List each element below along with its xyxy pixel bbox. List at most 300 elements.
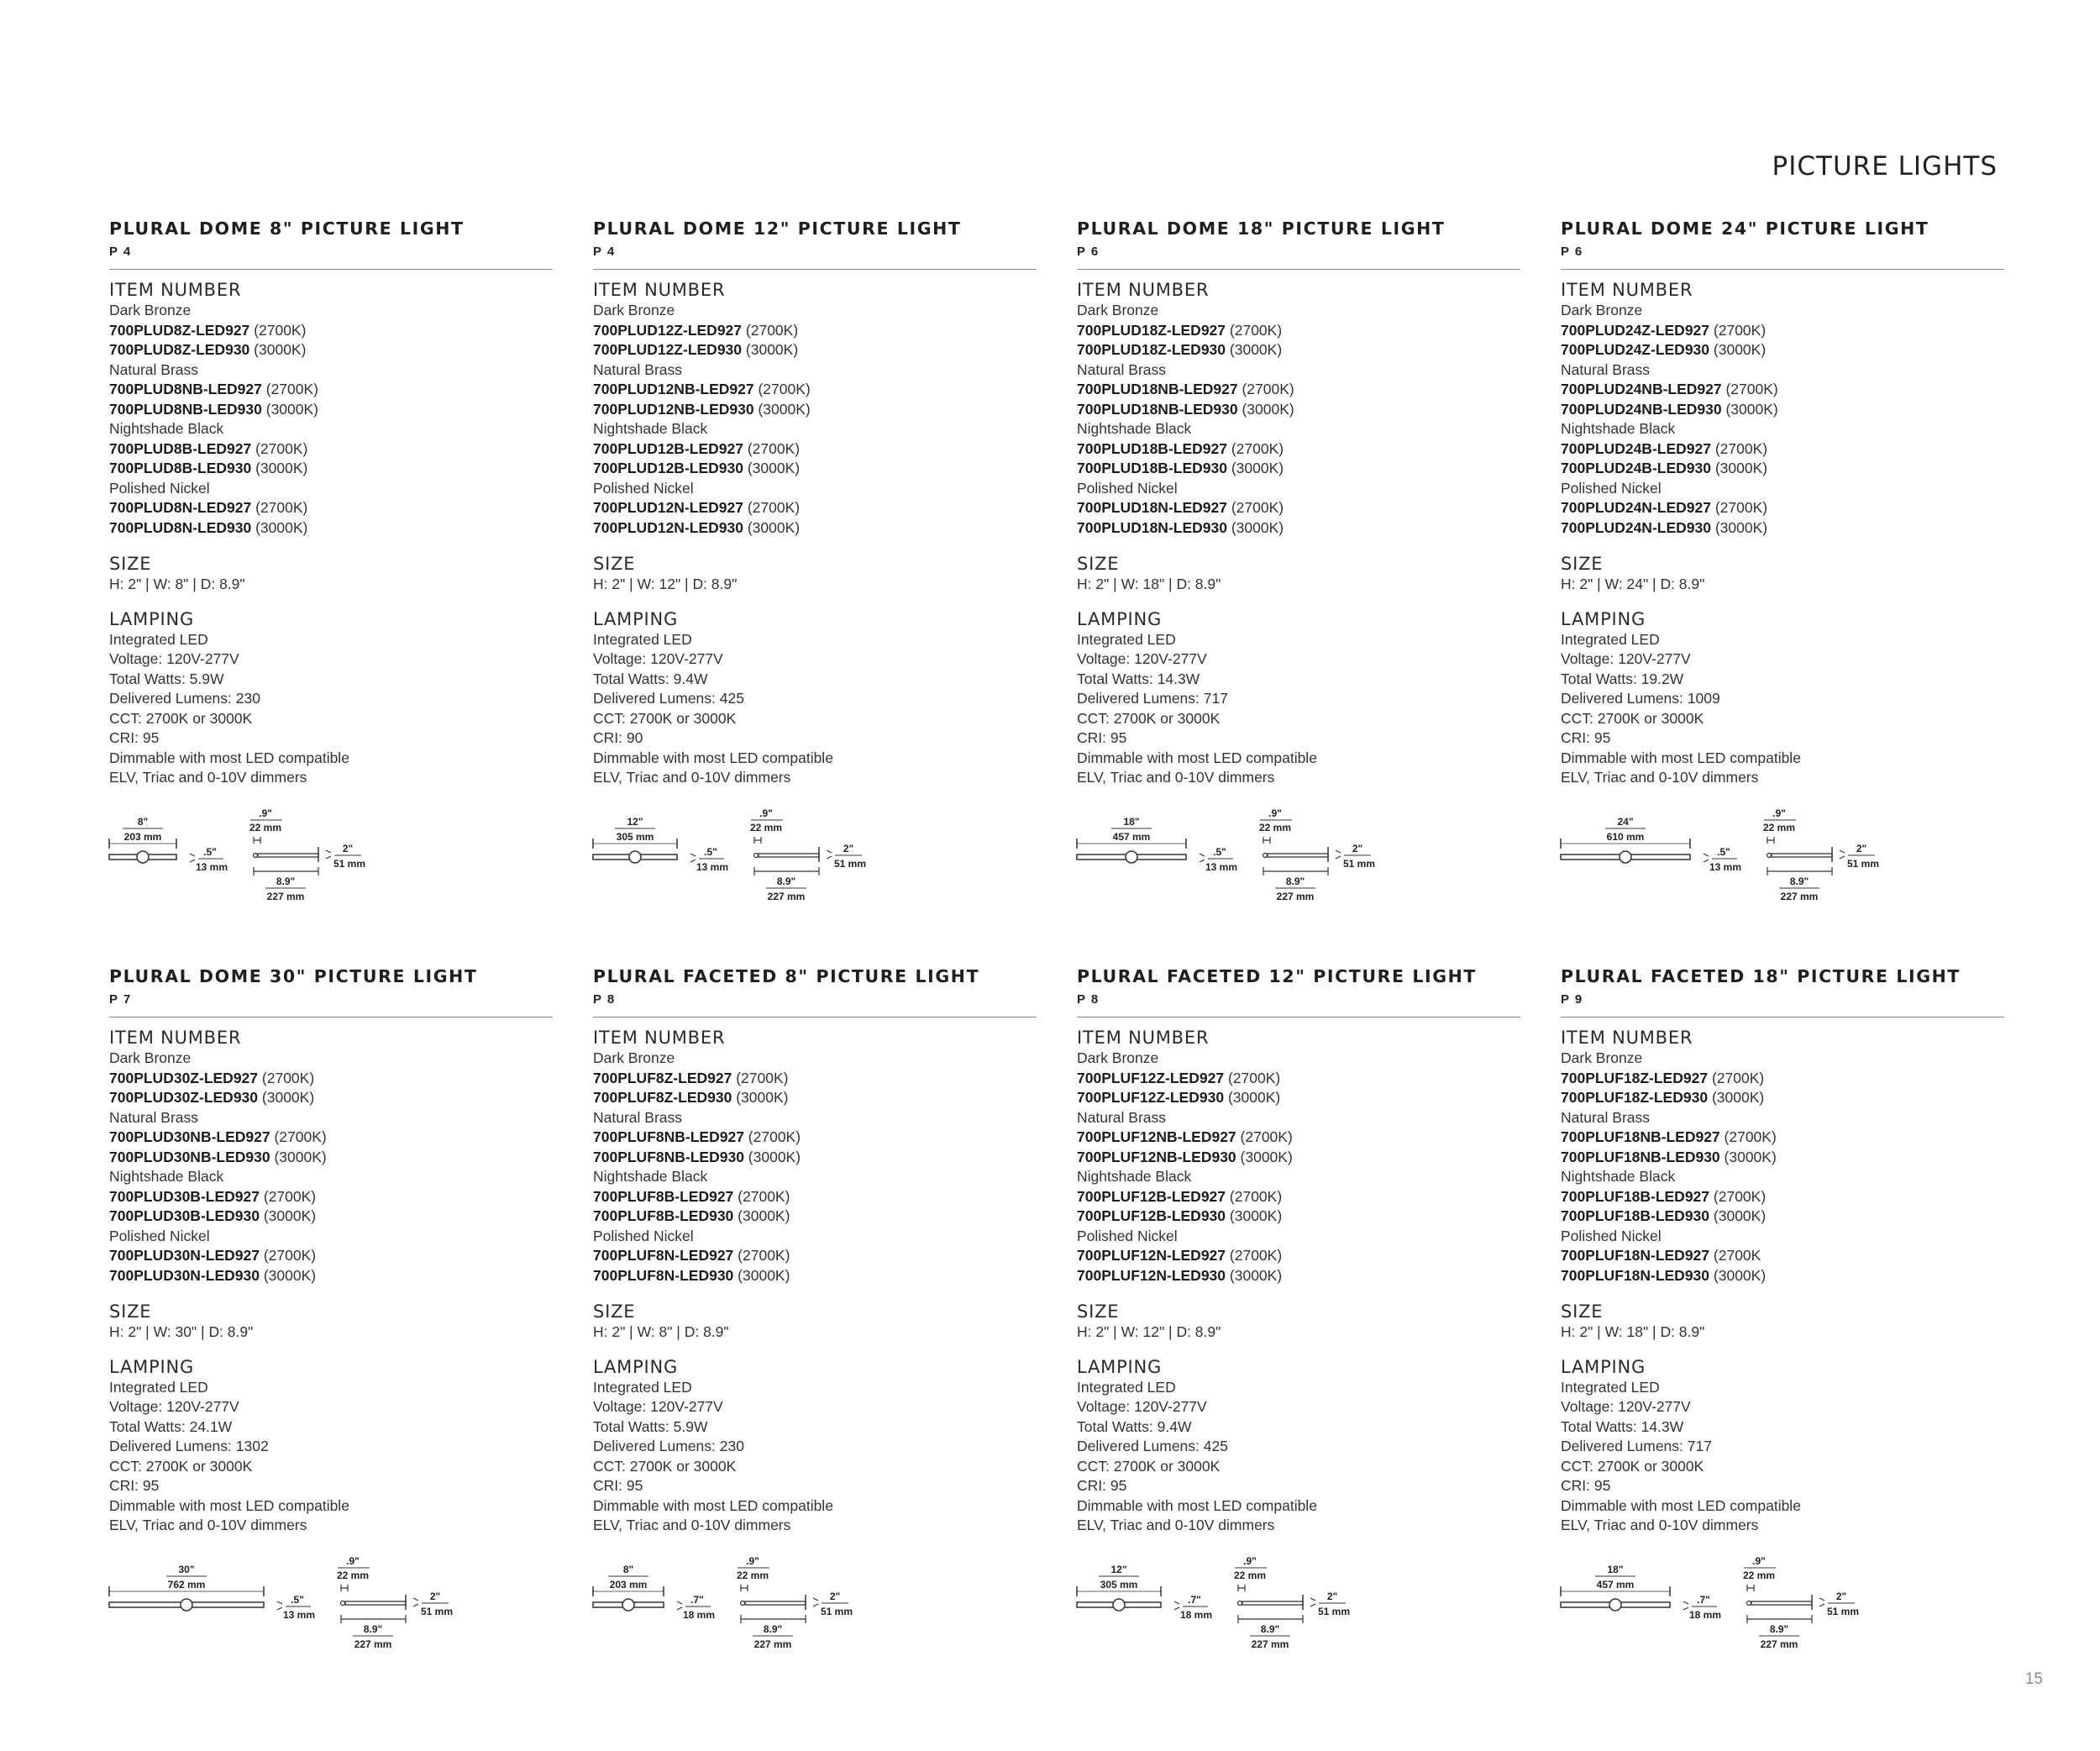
width-inches: 30" bbox=[178, 1564, 195, 1575]
item-cct: (3000K) bbox=[758, 400, 811, 418]
lamping-label: LAMPING bbox=[109, 1356, 195, 1377]
item-cct: (3000K) bbox=[255, 518, 308, 536]
item-cct: (2700K) bbox=[758, 381, 811, 397]
depth-bracket bbox=[754, 867, 819, 876]
item-sku: 700PLUD12B-LED930 bbox=[593, 460, 743, 476]
divider bbox=[109, 269, 553, 270]
thickness-arrows bbox=[1200, 854, 1205, 862]
item-sku: 700PLUD18N-LED930 bbox=[1077, 518, 1227, 536]
item-cct: (3000K) bbox=[254, 341, 307, 358]
item-cct: (2700K) bbox=[1231, 439, 1284, 457]
lamping-spec: Total Watts: 19.2W bbox=[1561, 670, 1684, 687]
lamping-spec: Delivered Lumens: 717 bbox=[1561, 1438, 1712, 1454]
finish-name: Nightshade Black bbox=[109, 1168, 224, 1185]
item-row bbox=[109, 1069, 553, 1089]
depth-mm: 227 mm bbox=[1276, 891, 1315, 902]
item-sku: 700PLUF18N-LED930 bbox=[1561, 1266, 1710, 1284]
item-cct: (3000K) bbox=[1231, 460, 1284, 476]
thickness-mm: 18 mm bbox=[1179, 1609, 1213, 1621]
lamping-spec: Voltage: 120V-277V bbox=[1077, 1398, 1207, 1415]
item-sku: 700PLUD8B-LED927 bbox=[109, 439, 252, 457]
item-row bbox=[1561, 1207, 2004, 1227]
lamping-spec: Voltage: 120V-277V bbox=[593, 650, 723, 667]
thickness-inches: .5" bbox=[1213, 846, 1226, 858]
item-number-label: ITEM NUMBER bbox=[1561, 1028, 1693, 1048]
item-number-label: ITEM NUMBER bbox=[1561, 280, 1693, 300]
lamping-spec: Integrated LED bbox=[1561, 630, 1660, 648]
arm-bracket bbox=[741, 1585, 748, 1591]
height-inches: 2" bbox=[1352, 843, 1363, 854]
thickness-arrows bbox=[190, 854, 195, 862]
product-title: PLURAL DOME 24" PICTURE LIGHT bbox=[1561, 218, 1929, 239]
lamping-spec: CCT: 2700K or 3000K bbox=[593, 709, 737, 727]
finish-name: Nightshade Black bbox=[593, 420, 708, 437]
item-cct: (2700K) bbox=[263, 1187, 317, 1205]
finish-name: Polished Nickel bbox=[109, 479, 210, 497]
item-cct: (2700K) bbox=[738, 1247, 790, 1264]
item-row bbox=[1561, 1266, 2004, 1286]
item-cct: (3000K) bbox=[738, 1207, 790, 1224]
item-row bbox=[109, 321, 553, 341]
item-sku: 700PLUF8N-LED930 bbox=[593, 1266, 734, 1284]
arm-bracket bbox=[1747, 1585, 1754, 1591]
item-row bbox=[1561, 518, 2004, 539]
height-inches: 2" bbox=[1326, 1591, 1338, 1602]
item-row bbox=[1077, 1069, 1520, 1089]
lamping-spec: Dimmable with most LED compatible bbox=[1077, 749, 1317, 766]
item-cct: (2700K) bbox=[747, 499, 801, 516]
height-mm: 51 mm bbox=[1826, 1606, 1860, 1617]
item-cct: (2700K) bbox=[1711, 1069, 1765, 1086]
depth-bracket bbox=[1747, 1615, 1812, 1623]
finish-name: Dark Bronze bbox=[593, 302, 675, 318]
product-card bbox=[1077, 217, 1520, 902]
finish-name: Dark Bronze bbox=[593, 1049, 675, 1066]
lamping-spec: Integrated LED bbox=[593, 630, 692, 648]
finish-name: Natural Brass bbox=[109, 1108, 199, 1126]
item-cct: (3000K) bbox=[1229, 341, 1283, 358]
item-cct: (2700K) bbox=[1714, 439, 1768, 457]
dimension-diagram bbox=[109, 1556, 546, 1653]
dimension-diagram bbox=[1077, 808, 1514, 905]
height-inches: 2" bbox=[429, 1591, 441, 1602]
dimension-svg bbox=[1561, 808, 1998, 901]
thickness-arrows bbox=[1174, 1601, 1179, 1610]
depth-mm: 227 mm bbox=[753, 1638, 792, 1650]
item-sku: 700PLUF12N-LED927 bbox=[1077, 1247, 1226, 1264]
item-sku: 700PLUD12N-LED930 bbox=[593, 518, 743, 536]
finish-name: Polished Nickel bbox=[1077, 479, 1178, 497]
arm-bracket bbox=[1238, 1585, 1245, 1591]
size-label: SIZE bbox=[593, 1301, 636, 1322]
item-sku: 700PLUD24Z-LED927 bbox=[1561, 321, 1710, 339]
item-row bbox=[593, 1187, 1037, 1207]
item-sku: 700PLUD30Z-LED930 bbox=[109, 1089, 259, 1106]
lamping-spec: ELV, Triac and 0-10V dimmers bbox=[1561, 1517, 1759, 1533]
item-sku: 700PLUF18NB-LED930 bbox=[1561, 1148, 1720, 1165]
item-sku: 700PLUF12B-LED930 bbox=[1077, 1207, 1226, 1224]
item-sku: 700PLUF12NB-LED927 bbox=[1077, 1128, 1236, 1145]
side-arm bbox=[745, 1601, 806, 1605]
height-arrows bbox=[1819, 1598, 1824, 1606]
depth-bracket bbox=[1767, 867, 1832, 876]
item-row bbox=[109, 400, 553, 420]
size-value: H: 2" | W: 18" | D: 8.9" bbox=[1561, 1323, 1705, 1340]
size-value: H: 2" | W: 8" | D: 8.9" bbox=[109, 576, 245, 592]
dimension-svg bbox=[1077, 1556, 1514, 1648]
product-title: PLURAL DOME 8" PICTURE LIGHT bbox=[109, 218, 465, 239]
item-row bbox=[109, 1148, 553, 1168]
height-inches: 2" bbox=[829, 1591, 841, 1602]
item-number-label: ITEM NUMBER bbox=[1077, 1028, 1210, 1048]
item-cct: (2700K) bbox=[738, 1187, 790, 1205]
page-reference: P 4 bbox=[593, 245, 616, 259]
item-cct: (2700K) bbox=[1240, 1128, 1293, 1145]
height-arrows bbox=[1310, 1598, 1315, 1606]
lamping-spec: ELV, Triac and 0-10V dimmers bbox=[593, 1517, 791, 1533]
thickness-mm: 13 mm bbox=[282, 1609, 316, 1621]
lamping-spec: Voltage: 120V-277V bbox=[1077, 650, 1207, 667]
height-inches: 2" bbox=[1835, 1591, 1847, 1602]
lamping-spec: Voltage: 120V-277V bbox=[109, 1398, 239, 1415]
item-sku: 700PLUD12Z-LED927 bbox=[593, 321, 743, 339]
arm-inches: .9" bbox=[1268, 807, 1282, 819]
lamping-spec: CCT: 2700K or 3000K bbox=[109, 1457, 253, 1475]
item-cct: (3000K) bbox=[1713, 341, 1767, 358]
depth-mm: 227 mm bbox=[266, 891, 305, 902]
depth-mm: 227 mm bbox=[767, 891, 806, 902]
height-inches: 2" bbox=[843, 843, 854, 854]
product-card bbox=[1561, 965, 2004, 1650]
arm-inches: .9" bbox=[346, 1555, 360, 1567]
side-arm bbox=[1772, 854, 1832, 857]
page-reference: P 7 bbox=[109, 992, 132, 1007]
height-inches: 2" bbox=[342, 843, 354, 854]
height-arrows bbox=[413, 1598, 418, 1606]
size-label: SIZE bbox=[1561, 1301, 1604, 1322]
item-sku: 700PLUF18Z-LED927 bbox=[1561, 1069, 1709, 1086]
item-cct: (3000K) bbox=[265, 400, 319, 418]
product-card bbox=[593, 217, 1037, 902]
item-cct: (2700K) bbox=[1724, 1128, 1777, 1145]
dimension-diagram bbox=[109, 808, 546, 905]
item-cct: (3000K) bbox=[1714, 460, 1768, 476]
size-value: H: 2" | W: 18" | D: 8.9" bbox=[1077, 576, 1221, 592]
item-row bbox=[1561, 1088, 2004, 1108]
size-value: H: 2" | W: 8" | D: 8.9" bbox=[593, 1323, 729, 1340]
item-row bbox=[1077, 340, 1520, 360]
finish-name: Nightshade Black bbox=[593, 1168, 708, 1185]
product-card bbox=[109, 217, 553, 902]
item-cct: (3000K) bbox=[1229, 1266, 1283, 1284]
size-value: H: 2" | W: 12" | D: 8.9" bbox=[1077, 1323, 1221, 1340]
item-cct: (2700K) bbox=[1227, 1069, 1281, 1086]
depth-mm: 227 mm bbox=[1780, 891, 1819, 902]
product-card bbox=[1077, 965, 1520, 1650]
arm-inches: .9" bbox=[1752, 1555, 1766, 1567]
lamping-spec: CCT: 2700K or 3000K bbox=[1077, 709, 1221, 727]
item-sku: 700PLUD8NB-LED927 bbox=[109, 381, 262, 397]
product-title: PLURAL DOME 30" PICTURE LIGHT bbox=[109, 966, 478, 986]
size-label: SIZE bbox=[109, 1301, 152, 1322]
thickness-mm: 18 mm bbox=[682, 1609, 716, 1621]
item-row bbox=[593, 498, 1037, 518]
product-title: PLURAL DOME 12" PICTURE LIGHT bbox=[593, 218, 962, 239]
item-row bbox=[593, 1148, 1037, 1168]
fixture-mount bbox=[181, 1599, 192, 1611]
item-number-label: ITEM NUMBER bbox=[593, 280, 726, 300]
item-sku: 700PLUD8Z-LED930 bbox=[109, 341, 250, 358]
lamping-label: LAMPING bbox=[593, 1356, 679, 1377]
arm-mm: 22 mm bbox=[1762, 822, 1796, 833]
width-mm: 762 mm bbox=[167, 1579, 206, 1591]
item-sku: 700PLUD30B-LED930 bbox=[109, 1207, 260, 1224]
item-row bbox=[1077, 380, 1520, 400]
side-arm bbox=[345, 1601, 406, 1605]
thickness-inches: .5" bbox=[1717, 846, 1730, 858]
fixture-mount bbox=[622, 1599, 634, 1611]
height-arrows bbox=[1840, 850, 1845, 859]
item-row bbox=[593, 400, 1037, 420]
item-row bbox=[593, 1128, 1037, 1148]
item-row bbox=[1561, 1246, 2004, 1266]
lamping-spec: CRI: 90 bbox=[593, 729, 643, 746]
item-row bbox=[109, 439, 553, 460]
thickness-arrows bbox=[1683, 1601, 1688, 1610]
finish-name: Polished Nickel bbox=[109, 1227, 210, 1244]
side-arm bbox=[1268, 854, 1328, 857]
lamping-spec: Total Watts: 24.1W bbox=[109, 1417, 233, 1435]
lamping-spec: Integrated LED bbox=[109, 630, 208, 648]
side-arm bbox=[1751, 1601, 1812, 1605]
finish-name: Polished Nickel bbox=[593, 479, 694, 497]
item-cct: (3000K) bbox=[274, 1148, 327, 1165]
depth-bracket bbox=[1238, 1615, 1303, 1623]
dimension-svg bbox=[1077, 808, 1514, 901]
item-cct: (3000K) bbox=[1240, 1148, 1293, 1165]
arm-inches: .9" bbox=[259, 807, 272, 819]
lamping-spec: CRI: 95 bbox=[109, 1477, 160, 1494]
fixture-mount bbox=[1113, 1599, 1125, 1611]
thickness-arrows bbox=[277, 1601, 282, 1610]
height-arrows bbox=[813, 1598, 818, 1606]
height-mm: 51 mm bbox=[1317, 1606, 1351, 1617]
height-mm: 51 mm bbox=[833, 858, 867, 870]
item-cct: (2700K) bbox=[736, 1069, 789, 1086]
lamping-spec: Delivered Lumens: 425 bbox=[593, 690, 744, 707]
page-reference: P 6 bbox=[1077, 245, 1100, 259]
height-mm: 51 mm bbox=[1846, 858, 1880, 870]
side-mount bbox=[1767, 854, 1772, 858]
depth-bracket bbox=[341, 1615, 406, 1623]
item-cct: (3000K) bbox=[1725, 400, 1778, 418]
lamping-spec: Integrated LED bbox=[1077, 630, 1176, 648]
item-row bbox=[1077, 1088, 1520, 1108]
lamping-spec: Total Watts: 9.4W bbox=[593, 670, 708, 687]
width-inches: 18" bbox=[1123, 816, 1140, 828]
finish-name: Nightshade Black bbox=[1077, 1168, 1192, 1185]
item-cct: (3000K) bbox=[1711, 1089, 1765, 1106]
lamping-spec: Integrated LED bbox=[1077, 1378, 1176, 1396]
item-sku: 700PLUD30N-LED927 bbox=[109, 1247, 260, 1264]
finish-name: Natural Brass bbox=[593, 1108, 683, 1126]
item-sku: 700PLUD24N-LED930 bbox=[1561, 518, 1711, 536]
product-card bbox=[1561, 217, 2004, 902]
thickness-inches: .5" bbox=[291, 1594, 304, 1606]
lamping-label: LAMPING bbox=[593, 608, 679, 629]
item-sku: 700PLUF18B-LED927 bbox=[1561, 1187, 1710, 1205]
lamping-spec: Voltage: 120V-277V bbox=[1561, 1398, 1691, 1415]
item-cct: (2700K) bbox=[1714, 499, 1768, 516]
size-label: SIZE bbox=[109, 554, 152, 574]
item-sku: 700PLUD8B-LED930 bbox=[109, 460, 252, 476]
lamping-spec: Delivered Lumens: 230 bbox=[593, 1438, 744, 1454]
lamping-spec: CRI: 95 bbox=[1077, 729, 1127, 746]
arm-bracket bbox=[754, 837, 761, 844]
lamping-spec: Delivered Lumens: 425 bbox=[1077, 1438, 1228, 1454]
lamping-spec: Total Watts: 5.9W bbox=[593, 1417, 708, 1435]
finish-name: Nightshade Black bbox=[1077, 420, 1192, 437]
item-row bbox=[1077, 400, 1520, 420]
width-mm: 203 mm bbox=[609, 1579, 648, 1591]
item-sku: 700PLUD24B-LED930 bbox=[1561, 460, 1711, 476]
lamping-spec: Delivered Lumens: 1009 bbox=[1561, 690, 1720, 707]
item-row bbox=[1561, 1128, 2004, 1148]
page-reference: P 8 bbox=[593, 992, 616, 1007]
thickness-inches: .7" bbox=[1697, 1594, 1710, 1606]
item-row bbox=[593, 340, 1037, 360]
lamping-label: LAMPING bbox=[1077, 608, 1163, 629]
depth-inches: 8.9" bbox=[1260, 1623, 1280, 1635]
thickness-arrows bbox=[690, 854, 696, 862]
finish-name: Polished Nickel bbox=[1561, 479, 1662, 497]
item-cct: (3000K) bbox=[1724, 1148, 1777, 1165]
fixture-mount bbox=[1609, 1599, 1621, 1611]
item-sku: 700PLUF18Z-LED930 bbox=[1561, 1089, 1709, 1106]
item-cct: (3000K) bbox=[1242, 400, 1294, 418]
item-sku: 700PLUF18NB-LED927 bbox=[1561, 1128, 1720, 1145]
item-cct: (2700K) bbox=[1229, 1187, 1283, 1205]
item-cct: (3000K) bbox=[1227, 1089, 1281, 1106]
item-row bbox=[109, 498, 553, 518]
item-row bbox=[593, 1246, 1037, 1266]
side-mount bbox=[754, 854, 759, 858]
item-sku: 700PLUF8NB-LED927 bbox=[593, 1128, 744, 1145]
item-sku: 700PLUD18Z-LED927 bbox=[1077, 321, 1226, 339]
item-sku: 700PLUD12N-LED927 bbox=[593, 499, 743, 516]
dimension-svg bbox=[1561, 1556, 1998, 1648]
lamping-spec: ELV, Triac and 0-10V dimmers bbox=[593, 769, 791, 786]
depth-bracket bbox=[254, 867, 318, 876]
thickness-inches: .5" bbox=[704, 846, 717, 858]
side-mount bbox=[254, 854, 258, 858]
size-label: SIZE bbox=[1077, 1301, 1120, 1322]
item-sku: 700PLUF8B-LED927 bbox=[593, 1187, 734, 1205]
item-cct: (2700K) bbox=[263, 1247, 317, 1264]
dimension-svg bbox=[593, 808, 1030, 901]
finish-name: Polished Nickel bbox=[593, 1227, 694, 1244]
thickness-inches: .7" bbox=[690, 1594, 704, 1606]
lamping-spec: Delivered Lumens: 1302 bbox=[109, 1438, 269, 1454]
lamping-spec: CCT: 2700K or 3000K bbox=[1561, 709, 1704, 727]
finish-name: Natural Brass bbox=[1077, 1108, 1167, 1126]
lamping-spec: CRI: 95 bbox=[1561, 729, 1611, 746]
finish-name: Dark Bronze bbox=[109, 1049, 192, 1066]
item-row bbox=[1077, 459, 1520, 479]
finish-name: Dark Bronze bbox=[109, 302, 192, 318]
thickness-arrows bbox=[1704, 854, 1709, 862]
item-sku: 700PLUD18N-LED927 bbox=[1077, 499, 1227, 516]
item-row bbox=[1561, 1148, 2004, 1168]
item-row bbox=[593, 1266, 1037, 1286]
lamping-label: LAMPING bbox=[1561, 1356, 1646, 1377]
lamping-spec: Voltage: 120V-277V bbox=[593, 1398, 723, 1415]
lamping-spec: ELV, Triac and 0-10V dimmers bbox=[109, 769, 307, 786]
item-sku: 700PLUD12B-LED927 bbox=[593, 439, 743, 457]
dimension-diagram bbox=[1561, 1556, 1998, 1653]
depth-inches: 8.9" bbox=[776, 876, 796, 887]
item-cct: (3000K) bbox=[261, 1089, 315, 1106]
width-mm: 610 mm bbox=[1606, 831, 1645, 843]
finish-name: Nightshade Black bbox=[1561, 420, 1676, 437]
item-row bbox=[1561, 380, 2004, 400]
finish-name: Natural Brass bbox=[1077, 360, 1167, 378]
item-cct: (3000K) bbox=[1231, 518, 1284, 536]
height-arrows bbox=[827, 850, 832, 859]
item-sku: 700PLUD30Z-LED927 bbox=[109, 1069, 259, 1086]
finish-name: Dark Bronze bbox=[1077, 302, 1159, 318]
item-row bbox=[593, 1207, 1037, 1227]
lamping-spec: Voltage: 120V-277V bbox=[1561, 650, 1691, 667]
divider bbox=[593, 269, 1037, 270]
item-row bbox=[593, 380, 1037, 400]
lamping-label: LAMPING bbox=[1077, 1356, 1163, 1377]
item-sku: 700PLUD30NB-LED927 bbox=[109, 1128, 270, 1145]
fixture-mount bbox=[1126, 851, 1137, 863]
thickness-mm: 13 mm bbox=[1709, 861, 1742, 873]
item-cct: (2700K) bbox=[1229, 1247, 1283, 1264]
item-sku: 700PLUD18Z-LED930 bbox=[1077, 341, 1226, 358]
item-cct: (2700K) bbox=[747, 439, 801, 457]
arm-inches: .9" bbox=[746, 1555, 759, 1567]
item-row bbox=[1561, 439, 2004, 460]
item-row bbox=[593, 321, 1037, 341]
side-arm bbox=[1242, 1601, 1303, 1605]
item-row bbox=[109, 340, 553, 360]
lamping-spec: Total Watts: 5.9W bbox=[109, 670, 224, 687]
lamping-spec: Dimmable with most LED compatible bbox=[1561, 749, 1801, 766]
item-row bbox=[1077, 1207, 1520, 1227]
item-row bbox=[1077, 518, 1520, 539]
item-sku: 700PLUD12NB-LED930 bbox=[593, 400, 754, 418]
finish-name: Natural Brass bbox=[1561, 1108, 1651, 1126]
depth-inches: 8.9" bbox=[363, 1623, 383, 1635]
depth-bracket bbox=[741, 1615, 806, 1623]
item-cct: (2700K bbox=[1713, 1247, 1761, 1264]
item-row bbox=[1077, 1187, 1520, 1207]
arm-bracket bbox=[254, 837, 260, 844]
depth-bracket bbox=[1263, 867, 1328, 876]
item-row bbox=[1561, 321, 2004, 341]
arm-inches: .9" bbox=[1243, 1555, 1257, 1567]
item-row bbox=[1561, 400, 2004, 420]
item-cct: (3000K) bbox=[738, 1266, 790, 1284]
dimension-diagram bbox=[1077, 1556, 1514, 1653]
depth-inches: 8.9" bbox=[1769, 1623, 1789, 1635]
lamping-spec: Total Watts: 14.3W bbox=[1077, 670, 1200, 687]
height-inches: 2" bbox=[1856, 843, 1867, 854]
item-sku: 700PLUF12Z-LED927 bbox=[1077, 1069, 1225, 1086]
